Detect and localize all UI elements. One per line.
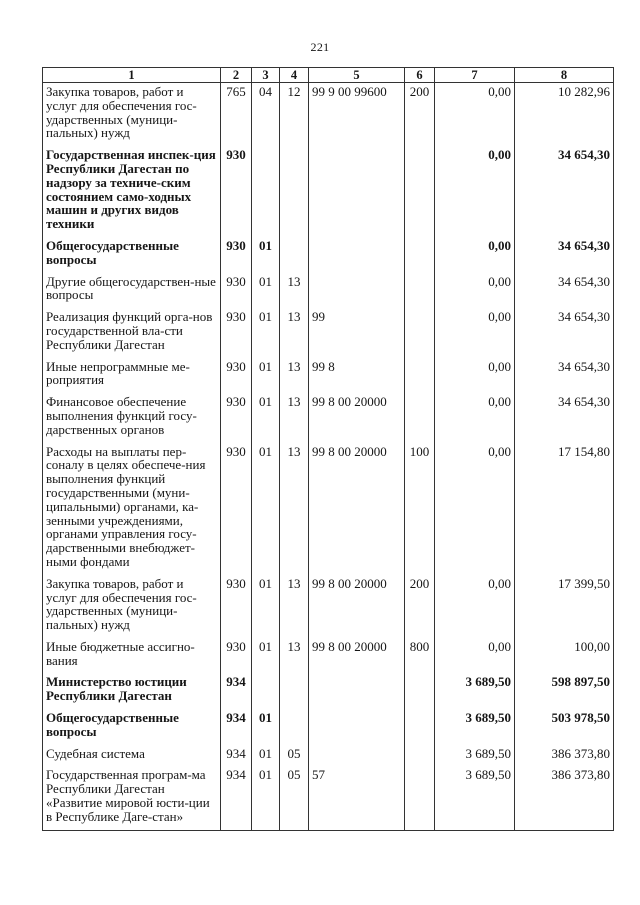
section-code-cell: 01 xyxy=(252,358,280,394)
section-code-cell: 04 xyxy=(252,83,280,147)
target-article-cell: 99 8 xyxy=(309,358,405,394)
section-code-cell xyxy=(252,673,280,709)
target-article-cell xyxy=(309,709,405,745)
amount-col8-cell: 34 654,30 xyxy=(515,146,614,237)
amount-col8-cell: 34 654,30 xyxy=(515,393,614,442)
ministry-code-cell: 930 xyxy=(221,393,252,442)
header-row xyxy=(43,68,614,83)
section-code-cell: 01 xyxy=(252,575,280,638)
expense-type-cell: 100 xyxy=(405,443,435,575)
amount-col7-cell: 0,00 xyxy=(435,358,515,394)
target-article-cell xyxy=(309,273,405,309)
amount-col8-cell: 386 373,80 xyxy=(515,745,614,767)
target-article-cell: 99 8 00 20000 xyxy=(309,575,405,638)
row-name-cell: Иные непрограммные ме-роприятия xyxy=(43,358,221,394)
expense-type-cell: 800 xyxy=(405,638,435,674)
subsection-code-cell: 13 xyxy=(280,575,309,638)
target-article-cell: 99 9 00 99600 xyxy=(309,83,405,147)
table-row xyxy=(43,358,614,394)
target-article-cell: 57 xyxy=(309,766,405,830)
subsection-code-cell xyxy=(280,709,309,745)
budget-table xyxy=(42,67,614,831)
table-row xyxy=(43,308,614,357)
column-header: 3 xyxy=(252,68,280,83)
amount-col8-cell: 17 154,80 xyxy=(515,443,614,575)
table-row xyxy=(43,575,614,638)
table-row xyxy=(43,393,614,442)
column-header: 2 xyxy=(221,68,252,83)
ministry-code-cell: 930 xyxy=(221,443,252,575)
ministry-code-cell: 934 xyxy=(221,709,252,745)
amount-col8-cell: 17 399,50 xyxy=(515,575,614,638)
amount-col8-cell: 100,00 xyxy=(515,638,614,674)
row-name-cell: Общегосударственные вопросы xyxy=(43,237,221,273)
amount-col7-cell: 0,00 xyxy=(435,308,515,357)
amount-col7-cell: 0,00 xyxy=(435,443,515,575)
amount-col7-cell: 3 689,50 xyxy=(435,673,515,709)
row-name-cell: Закупка товаров, работ и услуг для обеспечения гос-ударственных (муници-пальных) нужд xyxy=(43,83,221,147)
expense-type-cell xyxy=(405,393,435,442)
section-code-cell: 01 xyxy=(252,745,280,767)
table-row xyxy=(43,443,614,575)
amount-col7-cell: 0,00 xyxy=(435,83,515,147)
subsection-code-cell: 13 xyxy=(280,393,309,442)
ministry-code-cell: 930 xyxy=(221,358,252,394)
amount-col8-cell: 598 897,50 xyxy=(515,673,614,709)
target-article-cell xyxy=(309,146,405,237)
row-name-cell: Иные бюджетные ассигно-вания xyxy=(43,638,221,674)
table-row xyxy=(43,766,614,830)
row-name-cell: Государственная инспек-ция Республики Дагестан по надзору за техниче-ским состоянием само-ходных машин и других видов техники xyxy=(43,146,221,237)
table-row xyxy=(43,745,614,767)
column-header: 1 xyxy=(43,68,221,83)
table-row xyxy=(43,146,614,237)
expense-type-cell xyxy=(405,673,435,709)
expense-type-cell xyxy=(405,709,435,745)
table-row xyxy=(43,83,614,147)
section-code-cell: 01 xyxy=(252,443,280,575)
target-article-cell xyxy=(309,237,405,273)
expense-type-cell xyxy=(405,308,435,357)
section-code-cell: 01 xyxy=(252,393,280,442)
subsection-code-cell: 05 xyxy=(280,745,309,767)
amount-col8-cell: 34 654,30 xyxy=(515,308,614,357)
section-code-cell: 01 xyxy=(252,308,280,357)
table-header xyxy=(43,68,614,83)
column-header: 7 xyxy=(435,68,515,83)
row-name-cell: Финансовое обеспечение выполнения функций госу-дарственных органов xyxy=(43,393,221,442)
expense-type-cell xyxy=(405,273,435,309)
subsection-code-cell xyxy=(280,237,309,273)
amount-col8-cell: 34 654,30 xyxy=(515,273,614,309)
row-name-cell: Государственная програм-ма Республики Дагестан «Развитие мировой юсти-ции в Республике Даге-стан» xyxy=(43,766,221,830)
target-article-cell: 99 xyxy=(309,308,405,357)
table-row xyxy=(43,673,614,709)
section-code-cell xyxy=(252,146,280,237)
table-row xyxy=(43,709,614,745)
subsection-code-cell: 12 xyxy=(280,83,309,147)
subsection-code-cell: 13 xyxy=(280,443,309,575)
subsection-code-cell: 13 xyxy=(280,308,309,357)
expense-type-cell: 200 xyxy=(405,575,435,638)
ministry-code-cell: 934 xyxy=(221,745,252,767)
target-article-cell: 99 8 00 20000 xyxy=(309,393,405,442)
row-name-cell: Судебная система xyxy=(43,745,221,767)
target-article-cell: 99 8 00 20000 xyxy=(309,638,405,674)
ministry-code-cell: 765 xyxy=(221,83,252,147)
column-header: 8 xyxy=(515,68,614,83)
page-number: 221 xyxy=(310,40,330,54)
ministry-code-cell: 930 xyxy=(221,638,252,674)
amount-col7-cell: 0,00 xyxy=(435,237,515,273)
row-name-cell: Общегосударственные вопросы xyxy=(43,709,221,745)
expense-type-cell xyxy=(405,146,435,237)
ministry-code-cell: 934 xyxy=(221,766,252,830)
amount-col8-cell: 34 654,30 xyxy=(515,237,614,273)
amount-col7-cell: 0,00 xyxy=(435,146,515,237)
row-name-cell: Закупка товаров, работ и услуг для обеспечения гос-ударственных (муници-пальных) нужд xyxy=(43,575,221,638)
ministry-code-cell: 930 xyxy=(221,308,252,357)
section-code-cell: 01 xyxy=(252,273,280,309)
target-article-cell xyxy=(309,745,405,767)
table-row xyxy=(43,237,614,273)
section-code-cell: 01 xyxy=(252,638,280,674)
column-header: 6 xyxy=(405,68,435,83)
subsection-code-cell: 13 xyxy=(280,638,309,674)
subsection-code-cell xyxy=(280,146,309,237)
section-code-cell: 01 xyxy=(252,237,280,273)
subsection-code-cell xyxy=(280,673,309,709)
amount-col8-cell: 386 373,80 xyxy=(515,766,614,830)
expense-type-cell: 200 xyxy=(405,83,435,147)
subsection-code-cell: 13 xyxy=(280,358,309,394)
ministry-code-cell: 930 xyxy=(221,273,252,309)
target-article-cell xyxy=(309,673,405,709)
amount-col7-cell: 0,00 xyxy=(435,638,515,674)
amount-col7-cell: 3 689,50 xyxy=(435,745,515,767)
subsection-code-cell: 13 xyxy=(280,273,309,309)
amount-col7-cell: 0,00 xyxy=(435,273,515,309)
amount-col8-cell: 503 978,50 xyxy=(515,709,614,745)
column-header: 5 xyxy=(309,68,405,83)
amount-col8-cell: 34 654,30 xyxy=(515,358,614,394)
row-name-cell: Расходы на выплаты пер-соналу в целях обеспече-ния выполнения функций государственными (муни-ципальными) органами, ка-зенными учреждениями, органами управления госу-дарственными внебюджет-ными фондами xyxy=(43,443,221,575)
section-code-cell: 01 xyxy=(252,766,280,830)
ministry-code-cell: 930 xyxy=(221,146,252,237)
amount-col7-cell: 0,00 xyxy=(435,393,515,442)
table-body xyxy=(43,83,614,831)
table-row xyxy=(43,273,614,309)
subsection-code-cell: 05 xyxy=(280,766,309,830)
target-article-cell: 99 8 00 20000 xyxy=(309,443,405,575)
expense-type-cell xyxy=(405,745,435,767)
row-name-cell: Министерство юстиции Республики Дагестан xyxy=(43,673,221,709)
ministry-code-cell: 930 xyxy=(221,237,252,273)
column-header: 4 xyxy=(280,68,309,83)
amount-col7-cell: 3 689,50 xyxy=(435,766,515,830)
row-name-cell: Другие общегосударствен-ные вопросы xyxy=(43,273,221,309)
expense-type-cell xyxy=(405,766,435,830)
expense-type-cell xyxy=(405,237,435,273)
row-name-cell: Реализация функций орга-нов государственной вла-сти Республики Дагестан xyxy=(43,308,221,357)
amount-col7-cell: 0,00 xyxy=(435,575,515,638)
ministry-code-cell: 930 xyxy=(221,575,252,638)
amount-col8-cell: 10 282,96 xyxy=(515,83,614,147)
ministry-code-cell: 934 xyxy=(221,673,252,709)
expense-type-cell xyxy=(405,358,435,394)
amount-col7-cell: 3 689,50 xyxy=(435,709,515,745)
table-row xyxy=(43,638,614,674)
section-code-cell: 01 xyxy=(252,709,280,745)
